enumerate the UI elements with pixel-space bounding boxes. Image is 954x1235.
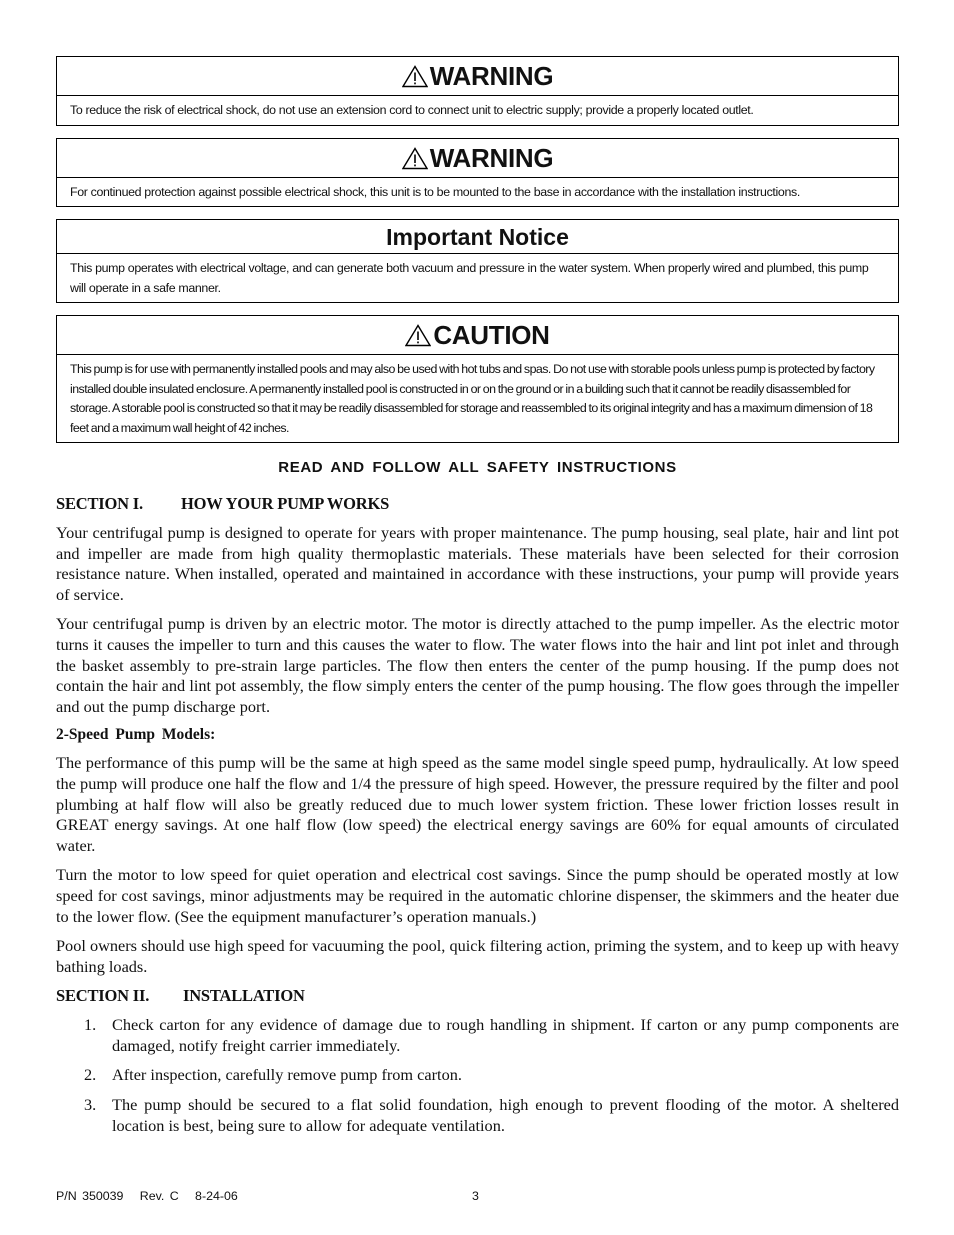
installation-steps [56, 1015, 899, 1136]
two-speed-paragraph: The performance of this pump will be the same at high speed as the same model single speed pump, hydraulically. At low speed the pump will produce one half the flow and 1/4 the pressure of high speed. However, the pressure required by the filter and pool plumbing at half flow will also be greatly reduced due to much lower system friction. These lower friction losses result in GREAT energy savings. At one half flow (low speed) the electrical energy savings are 60% for equal amounts of circulated water. [56, 753, 899, 855]
step-number: 1. [84, 1015, 97, 1035]
caution-title: CAUTION [433, 320, 550, 350]
warning-header [57, 139, 898, 178]
warning-title: WARNING [429, 61, 554, 91]
warning-triangle-icon [402, 147, 428, 170]
section-1-number: SECTION I. [56, 494, 143, 513]
warning-triangle-icon [402, 65, 428, 88]
list-item [56, 1015, 899, 1056]
part-number: P/N 350039 Rev. C 8-24-06 [56, 1189, 238, 1203]
notice-header [57, 220, 898, 254]
step-text: The pump should be secured to a flat solid foundation, high enough to prevent flooding of the motor. A sheltered location is best, being sure to allow for adequate ventilation. [112, 1095, 899, 1135]
page-number: 3 [472, 1189, 479, 1203]
caution-box [56, 315, 899, 443]
section-1-heading [56, 494, 899, 514]
notice-title: Important Notice [386, 224, 569, 250]
safety-instructions-heading: READ AND FOLLOW ALL SAFETY INSTRUCTIONS [278, 459, 677, 476]
two-speed-heading: 2-Speed Pump Models: [56, 726, 216, 744]
warning-text: For continued protection against possible electrical shock, this unit is to be mounted to the base in accordance with the installation instructions. [70, 184, 800, 199]
caution-header [57, 316, 898, 355]
section-1-title: HOW YOUR PUMP WORKS [181, 494, 390, 513]
section-2-title: INSTALLATION [183, 986, 305, 1006]
warning-box-mounting [56, 138, 899, 208]
section-2-number: SECTION II. [56, 986, 150, 1006]
notice-text: This pump operates with electrical voltage, and can generate both vacuum and pressure in the water system. When properly wired and plumbed, this pump will operate in a safe manner. [70, 261, 869, 295]
caution-text: This pump is for use with permanently installed pools and may also be used with hot tubs and spas. Do not use with storable pools unless pump is protected by factory installed double insulated enclosure. A permanently installed pool is constructed in or on the ground or in a building such that it cannot be readily disassembled for storage. A storable pool is constructed so that it may be readily disassembled for storage and reassembled to its original integrity and has a maximum dimension of 18 feet and a maximum wall height of 42 inches. [70, 362, 875, 435]
step-number: 2. [84, 1065, 97, 1085]
manual-page [56, 56, 899, 1145]
two-speed-paragraph: Turn the motor to low speed for quiet operation and electrical cost savings. Since the pump should be operated mostly at low speed for cost savings, minor adjustments may be required in the automatic chlorine dispenser, the skimmers and the heater due to the lower flow. (See the equipment manufacturer’s operation manuals.) [56, 865, 899, 926]
section-1-paragraph: Your centrifugal pump is designed to operate for years with proper maintenance. The pump housing, seal plate, hair and lint pot and impeller are made from high quality thermoplastic materials. These materials have been selected for their corrosion resistance nature. When installed, operated and maintained in accordance with these instructions, your pump will provide years of service. [56, 523, 899, 604]
warning-box-extension-cord [56, 56, 899, 126]
step-text: After inspection, carefully remove pump from carton. [112, 1065, 462, 1085]
list-item [56, 1065, 899, 1086]
two-speed-paragraph: Pool owners should use high speed for vacuuming the pool, quick filtering action, priming the system, and to keep up with heavy bathing loads. [56, 936, 899, 976]
section-2-heading [56, 986, 899, 1006]
section-1-paragraph: Your centrifugal pump is driven by an electric motor. The motor is directly attached to the pump impeller. As the electric motor turns it causes the impeller to turn and this causes the water to flow. The water flows into the hair and lint pot inlet and through the basket assembly to pre-strain large particles. The flow then enters the center of the pump housing. If the pump does not contain the hair and lint pot assembly, the flow simply enters the center of the pump housing. The flow goes through the impeller and out the pump discharge port. [56, 614, 899, 716]
step-number: 3. [84, 1095, 97, 1115]
warning-header [57, 57, 898, 96]
step-text: Check carton for any evidence of damage due to rough handling in shipment. If carton or any pump components are damaged, notify freight carrier immediately. [112, 1015, 899, 1055]
warning-title: WARNING [429, 142, 554, 173]
warning-text: To reduce the risk of electrical shock, do not use an extension cord to connect unit to electric supply; provide a properly located outlet. [70, 103, 754, 117]
list-item [56, 1095, 899, 1136]
warning-triangle-icon [405, 324, 431, 347]
important-notice-box [56, 219, 899, 303]
